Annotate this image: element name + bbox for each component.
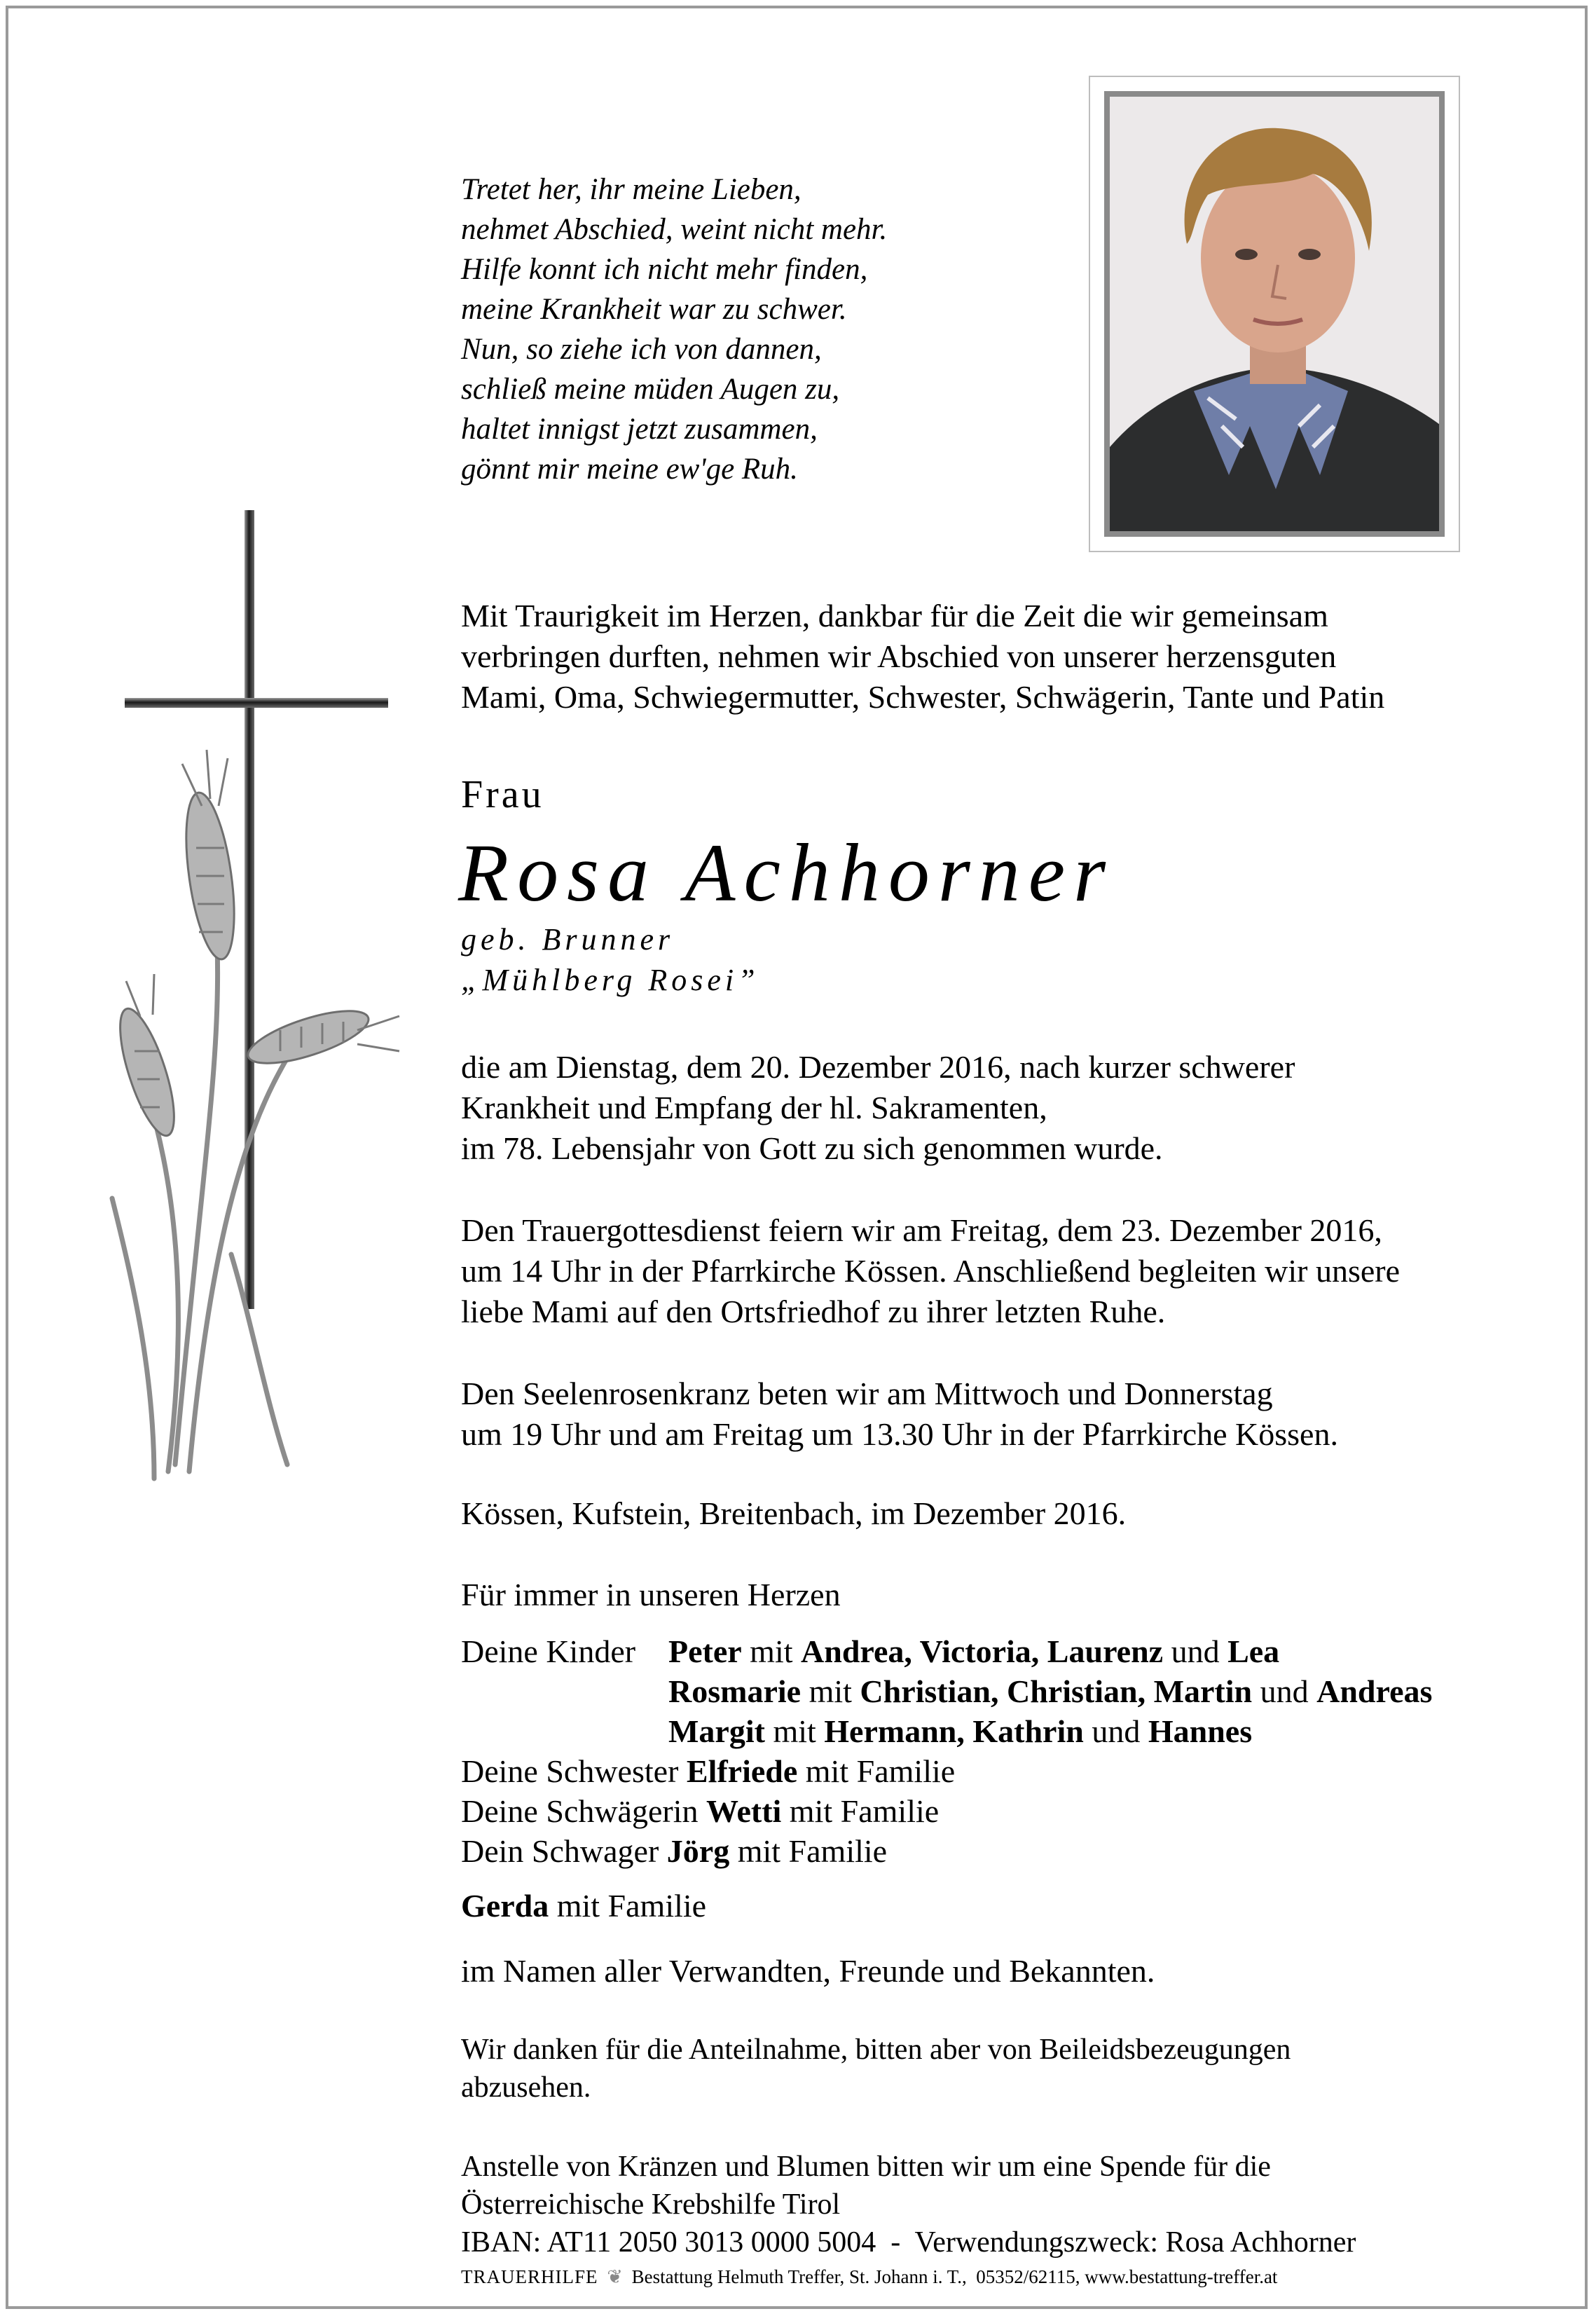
connector: mit — [801, 1673, 860, 1709]
portrait-icon — [1110, 97, 1442, 534]
poem-line: Hilfe konnt ich nicht mehr finden, — [461, 253, 868, 286]
forever-line: Für immer in unseren Herzen — [461, 1577, 841, 1612]
connector: und — [1083, 1713, 1148, 1749]
poem-line: schließ meine müden Augen zu, — [461, 373, 840, 406]
birth-name-block — [461, 919, 759, 1001]
intro-line: Mami, Oma, Schwiegermutter, Schwester, Schwägerin, Tante und Patin — [461, 679, 1385, 715]
sister-in-law-name: Wetti — [706, 1793, 782, 1829]
salutation: Frau — [461, 773, 544, 816]
connector: mit — [741, 1633, 802, 1669]
death-line: Krankheit und Empfang der hl. Sakramenten, — [461, 1090, 1047, 1125]
thanks-text — [461, 2031, 1291, 2106]
footer — [461, 2266, 1277, 2288]
intro-line: verbringen durften, nehmen wir Abschied von unserer herzensguten — [461, 638, 1337, 674]
on-behalf-line: im Namen aller Verwandten, Freunde und Bekannten. — [461, 1953, 1155, 1989]
birth-name: geb. Brunner — [461, 922, 675, 957]
children-row — [461, 1711, 1432, 1751]
intro-text — [461, 596, 1384, 718]
footer-text: Bestattung Helmuth Treffer, St. Johann i. T., 05352/62115, www.bestattung-treffer.at — [631, 2266, 1278, 2287]
thanks-line: abzusehen. — [461, 2071, 591, 2104]
family-list — [461, 1631, 1432, 1926]
family-names: Lea — [1227, 1633, 1280, 1669]
connector: mit — [764, 1713, 825, 1749]
thanks-line: Wir danken für die Anteilnahme, bitten aber von Beileidsbezeugungen — [461, 2034, 1291, 2066]
family-names: Hermann, Kathrin — [824, 1713, 1084, 1749]
family-names: Andreas — [1316, 1673, 1433, 1709]
death-line: die am Dienstag, dem 20. Dezember 2016, nach kurzer schwerer — [461, 1049, 1295, 1085]
donation-line: Anstelle von Kränzen und Blumen bitten wir um eine Spende für die — [461, 2151, 1271, 2183]
footer-brand: TRAUERHILFE — [461, 2266, 598, 2287]
poem-line: Nun, so ziehe ich von dannen, — [461, 333, 822, 366]
child-name: Rosmarie — [668, 1673, 802, 1709]
rosary-line: Den Seelenrosenkranz beten wir am Mittwoch und Donnerstag — [461, 1376, 1273, 1411]
children-label: Deine Kinder — [461, 1633, 636, 1669]
death-notice — [461, 1047, 1295, 1169]
brother-in-law-row: Dein Schwager Jörg mit Familie — [461, 1831, 1432, 1871]
poem-line: Tretet her, ihr meine Lieben, — [461, 173, 802, 206]
poem — [461, 170, 887, 489]
deceased-name: Rosa Achhorner — [458, 827, 1115, 919]
family-names: Christian, Christian, Martin — [860, 1673, 1253, 1709]
children-row — [461, 1631, 1432, 1671]
family-names: Hannes — [1148, 1713, 1253, 1749]
rosary-line: um 19 Uhr und am Freitag um 13.30 Uhr in der Pfarrkirche Kössen. — [461, 1416, 1338, 1452]
intro-line: Mit Traurigkeit im Herzen, dankbar für die Zeit die wir gemeinsam — [461, 598, 1328, 633]
donation-text — [461, 2148, 1356, 2261]
children-row — [461, 1671, 1432, 1711]
portrait-frame — [1089, 76, 1460, 552]
funeral-line: liebe Mami auf den Ortsfriedhof zu ihrer letzten Ruhe. — [461, 1294, 1166, 1329]
donation-line: IBAN: AT11 2050 3013 0000 5004 - Verwendungszweck: Rosa Achhorner — [461, 2226, 1356, 2259]
poem-line: meine Krankheit war zu schwer. — [461, 293, 847, 326]
connector: und — [1163, 1633, 1228, 1669]
sister-in-law-row: Deine Schwägerin Wetti mit Familie — [461, 1791, 1432, 1831]
death-line: im 78. Lebensjahr von Gott zu sich genommen wurde. — [461, 1130, 1163, 1166]
connector: und — [1252, 1673, 1317, 1709]
poem-line: gönnt mir meine ew'ge Ruh. — [461, 453, 798, 486]
funeral-info — [461, 1210, 1400, 1332]
nickname: „Mühlberg Rosei” — [461, 963, 759, 997]
funeral-line: um 14 Uhr in der Pfarrkirche Kössen. Anschließend begleiten wir unsere — [461, 1253, 1401, 1289]
brother-in-law-name: Jörg — [666, 1833, 730, 1869]
gerda-row: Gerda mit Familie — [461, 1886, 1432, 1926]
poem-line: nehmet Abschied, weint nicht mehr. — [461, 213, 888, 246]
wheat-logo-icon: ❦ — [607, 2266, 623, 2287]
rosary-info — [461, 1373, 1338, 1455]
place-date: Kössen, Kufstein, Breitenbach, im Dezember 2016. — [461, 1495, 1127, 1531]
portrait-photo — [1104, 91, 1445, 537]
sister-row: Deine Schwester Elfriede mit Familie — [461, 1751, 1432, 1791]
family-names: Andrea, Victoria, Laurenz — [801, 1633, 1164, 1669]
donation-line: Österreichische Krebshilfe Tirol — [461, 2188, 841, 2221]
funeral-line: Den Trauergottesdienst feiern wir am Freitag, dem 23. Dezember 2016, — [461, 1212, 1382, 1248]
child-name: Margit — [668, 1713, 765, 1749]
poem-line: haltet innigst jetzt zusammen, — [461, 413, 818, 446]
child-name: Peter — [668, 1633, 742, 1669]
gerda-name: Gerda — [461, 1888, 549, 1924]
sister-name: Elfriede — [686, 1753, 798, 1789]
cross-wheat-icon — [70, 498, 406, 1493]
